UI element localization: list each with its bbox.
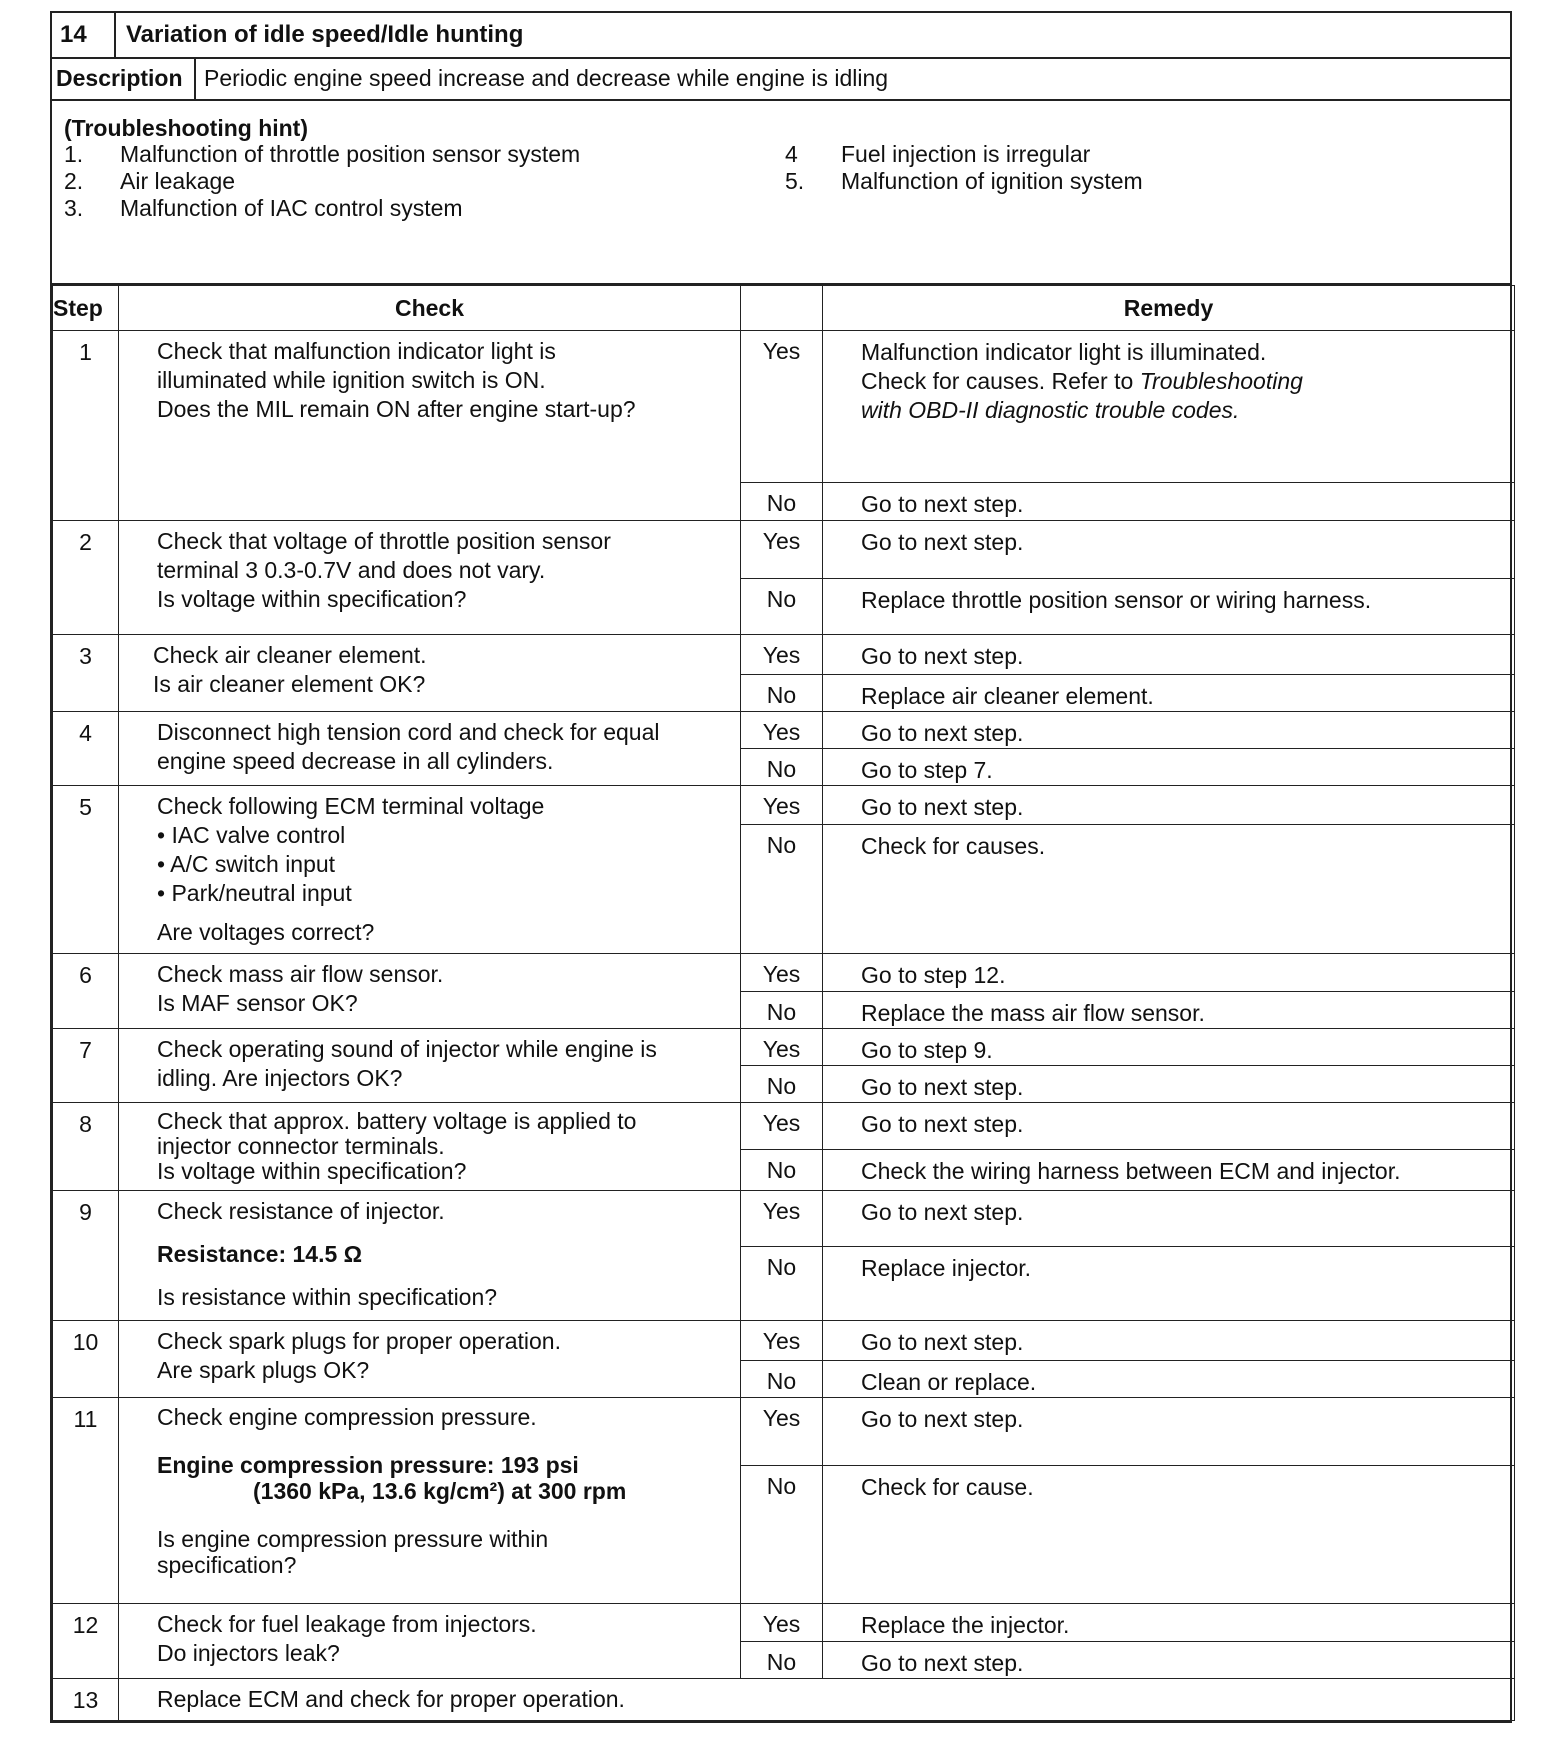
no-remedy: Go to next step. (823, 1066, 1515, 1103)
remedy-line (861, 367, 1506, 396)
no-label: No (741, 1066, 823, 1103)
spacer (157, 1269, 732, 1283)
table-row (53, 331, 1515, 483)
step-number: 4 (53, 712, 119, 786)
yes-remedy: Go to next step. (823, 1398, 1515, 1466)
step-check (119, 1321, 741, 1398)
spacer (157, 1430, 732, 1452)
hint-text: Malfunction of ignition system (841, 168, 1143, 194)
step-number: 10 (53, 1321, 119, 1398)
hint-text: Malfunction of IAC control system (120, 195, 463, 221)
yes-label: Yes (741, 954, 823, 992)
no-label: No (741, 1247, 823, 1321)
step-number: 7 (53, 1029, 119, 1103)
troubleshooting-hints (52, 101, 1510, 285)
no-remedy: Check for cause. (823, 1466, 1515, 1604)
check-line: Check that malfunction indicator light is (157, 338, 556, 364)
check-line: engine speed decrease in all cylinders. (157, 748, 554, 774)
yes-remedy: Go to next step. (823, 1103, 1515, 1150)
table-row (53, 1679, 1515, 1721)
no-remedy: Clean or replace. (823, 1361, 1515, 1398)
description-text: Periodic engine speed increase and decrease while engine is idling (204, 65, 889, 91)
no-label: No (741, 675, 823, 712)
description-row (52, 59, 1510, 101)
yes-remedy: Go to next step. (823, 712, 1515, 749)
step-check (119, 954, 741, 1029)
remedy-line: Malfunction indicator light is illuminated. (861, 339, 1267, 365)
spacer (157, 1226, 732, 1240)
check-line: Do injectors leak? (157, 1640, 340, 1666)
table-row (53, 635, 1515, 675)
yes-label: Yes (741, 786, 823, 825)
spacer (157, 908, 732, 918)
yes-label: Yes (741, 1321, 823, 1361)
table-row (53, 1103, 1515, 1150)
spacer (157, 1504, 732, 1526)
hint-number: 5. (785, 168, 805, 194)
no-remedy: Go to next step. (823, 1642, 1515, 1679)
section-header (52, 13, 1510, 59)
check-line: Is voltage within specification? (157, 1158, 467, 1184)
remedy-line: with OBD-II diagnostic trouble codes. (861, 397, 1240, 423)
step-number: 11 (53, 1398, 119, 1604)
step-check: Replace ECM and check for proper operation. (119, 1679, 1515, 1721)
no-remedy: Replace throttle position sensor or wiring harness. (823, 579, 1515, 635)
reference-italic: Troubleshooting (1139, 368, 1303, 394)
check-line: Check operating sound of injector while engine is (157, 1036, 657, 1062)
step-check (119, 1191, 741, 1321)
no-label: No (741, 1150, 823, 1191)
sheet-frame (50, 11, 1512, 1723)
step-check (119, 1103, 741, 1191)
check-spec: Resistance: 14.5 Ω (157, 1241, 363, 1267)
check-line: Check that approx. battery voltage is applied to (157, 1108, 637, 1134)
check-line: Check following ECM terminal voltage (157, 793, 545, 819)
step-number: 9 (53, 1191, 119, 1321)
no-remedy: Replace injector. (823, 1247, 1515, 1321)
table-row (53, 712, 1515, 749)
check-line: Disconnect high tension cord and check for equal (157, 719, 660, 745)
no-label: No (741, 1466, 823, 1604)
check-line: Is voltage within specification? (157, 586, 467, 612)
column-header-remedy: Remedy (823, 286, 1515, 331)
check-line: Is engine compression pressure within (157, 1526, 549, 1552)
yes-remedy: Go to next step. (823, 1321, 1515, 1361)
no-label: No (741, 824, 823, 953)
check-line: Check mass air flow sensor. (157, 961, 444, 987)
yes-label: Yes (741, 331, 823, 483)
hint-number: 1. (64, 141, 84, 167)
troubleshooting-sheet (50, 11, 1512, 1723)
table-row (53, 1029, 1515, 1066)
yes-remedy: Go to next step. (823, 1191, 1515, 1247)
step-number: 8 (53, 1103, 119, 1191)
yes-label: Yes (741, 1604, 823, 1642)
table-row (53, 1321, 1515, 1361)
step-check (119, 521, 741, 635)
no-remedy: Go to next step. (823, 483, 1515, 521)
yes-label: Yes (741, 521, 823, 579)
check-line: Check engine compression pressure. (157, 1404, 537, 1430)
hint-text: Air leakage (120, 168, 236, 194)
no-label: No (741, 579, 823, 635)
step-number: 3 (53, 635, 119, 712)
no-label: No (741, 1642, 823, 1679)
column-header-yesno (741, 286, 823, 331)
yes-label: Yes (741, 635, 823, 675)
hint-number: 2. (64, 168, 84, 194)
column-header-step: Step (53, 286, 119, 331)
yes-label: Yes (741, 1398, 823, 1466)
no-label: No (741, 992, 823, 1029)
step-number: 13 (53, 1679, 119, 1721)
no-label: No (741, 1361, 823, 1398)
yes-remedy: Replace the injector. (823, 1604, 1515, 1642)
step-check (119, 635, 741, 712)
table-row (53, 521, 1515, 579)
yes-remedy: Go to step 12. (823, 954, 1515, 992)
step-check (119, 1398, 741, 1604)
step-number: 12 (53, 1604, 119, 1679)
no-remedy: Replace air cleaner element. (823, 675, 1515, 712)
yes-remedy: Go to next step. (823, 521, 1515, 579)
check-line: • Park/neutral input (157, 880, 352, 906)
step-number: 2 (53, 521, 119, 635)
table-row (53, 1604, 1515, 1642)
remedy-line-text: Check for causes. Refer to Troubleshooting (861, 368, 1303, 394)
check-line: terminal 3 0.3-0.7V and does not vary. (157, 557, 546, 583)
yes-label: Yes (741, 1191, 823, 1247)
yes-label: Yes (741, 712, 823, 749)
section-title: Variation of idle speed/Idle hunting (126, 21, 524, 48)
description-label: Description (52, 59, 196, 99)
check-line: injector connector terminals. (157, 1133, 445, 1159)
step-number: 6 (53, 954, 119, 1029)
no-remedy: Check for causes. (823, 824, 1515, 953)
no-remedy: Replace the mass air flow sensor. (823, 992, 1515, 1029)
yes-label: Yes (741, 1103, 823, 1150)
table-row (53, 954, 1515, 992)
hint-text: Malfunction of throttle position sensor system (120, 141, 581, 167)
no-remedy: Go to step 7. (823, 749, 1515, 786)
table-row (53, 1398, 1515, 1466)
steps-table (52, 285, 1515, 1721)
check-line: Check spark plugs for proper operation. (157, 1328, 561, 1354)
check-line: Are spark plugs OK? (157, 1357, 370, 1383)
step-check (119, 712, 741, 786)
no-label: No (741, 749, 823, 786)
step-number: 5 (53, 786, 119, 954)
table-row (53, 1191, 1515, 1247)
step-check (119, 786, 741, 954)
hint-number: 3. (64, 195, 84, 221)
yes-label: Yes (741, 1029, 823, 1066)
step-check (119, 1604, 741, 1679)
step-number: 1 (53, 331, 119, 521)
yes-remedy (823, 331, 1515, 483)
no-label: No (741, 483, 823, 521)
hint-text: Fuel injection is irregular (841, 141, 1091, 167)
hint-number: 4 (785, 141, 798, 167)
check-line: specification? (157, 1552, 297, 1578)
step-check (119, 331, 741, 521)
check-line: Check that voltage of throttle position sensor (157, 528, 611, 554)
column-header-check: Check (119, 286, 741, 331)
check-line: Are voltages correct? (157, 919, 375, 945)
table-row (53, 786, 1515, 825)
table-header-row (53, 286, 1515, 331)
no-remedy: Check the wiring harness between ECM and injector. (823, 1150, 1515, 1191)
yes-remedy: Go to next step. (823, 635, 1515, 675)
check-line: Check air cleaner element. (153, 642, 427, 668)
check-line: Is air cleaner element OK? (153, 671, 426, 697)
section-number: 14 (52, 13, 116, 57)
check-line: Is MAF sensor OK? (157, 990, 358, 1016)
check-line: Is resistance within specification? (157, 1284, 498, 1310)
check-line: • IAC valve control (157, 822, 346, 848)
check-line: Check for fuel leakage from injectors. (157, 1611, 537, 1637)
hints-heading: (Troubleshooting hint) (64, 115, 309, 141)
check-line: Does the MIL remain ON after engine start-up? (157, 396, 636, 422)
check-line: • A/C switch input (157, 851, 336, 877)
yes-remedy: Go to next step. (823, 786, 1515, 825)
check-line: Check resistance of injector. (157, 1198, 445, 1224)
check-spec: Engine compression pressure: 193 psi (157, 1452, 579, 1478)
check-line: illuminated while ignition switch is ON. (157, 367, 546, 393)
step-check (119, 1029, 741, 1103)
check-line: idling. Are injectors OK? (157, 1065, 403, 1091)
check-spec: (1360 kPa, 13.6 kg/cm²) at 300 rpm (253, 1478, 627, 1504)
yes-remedy: Go to step 9. (823, 1029, 1515, 1066)
